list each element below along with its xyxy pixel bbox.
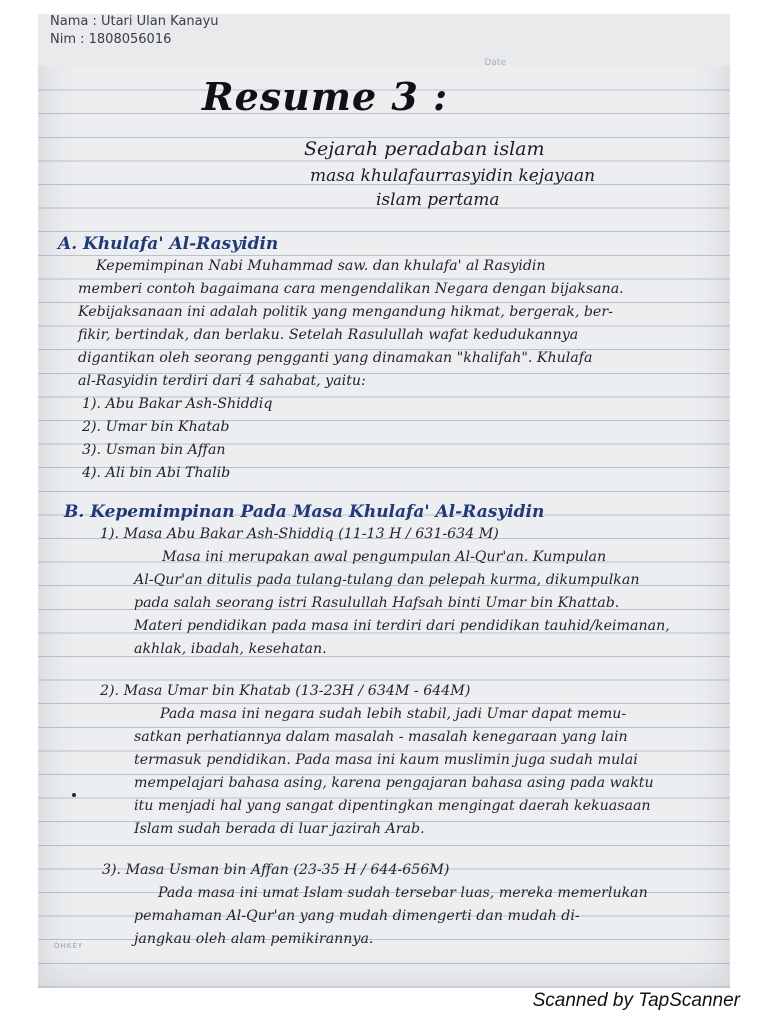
list-item: 2). Umar bin Khatab [82, 419, 230, 435]
subtitle-line: Sejarah peradaban islam [304, 138, 545, 160]
paragraph-line: Kepemimpinan Nabi Muhammad saw. dan khulafa' al Rasyidin [96, 258, 546, 274]
paragraph-line: mempelajari bahasa asing, karena pengajaran bahasa asing pada waktu [134, 775, 654, 791]
list-item: 4). Ali bin Abi Thalib [82, 465, 231, 481]
subtitle-line: islam pertama [376, 190, 500, 210]
scanner-watermark: Scanned by TapScanner [532, 990, 740, 1011]
subsection-title: 2). Masa Umar bin Khatab (13-23H / 634M - 644M) [100, 683, 471, 699]
paragraph-line: Al-Qur'an ditulis pada tulang-tulang dan pelepah kurma, dikumpulkan [134, 572, 640, 588]
paragraph-line: pemahaman Al-Qur'an yang mudah dimengerti dan mudah di- [134, 908, 580, 924]
notebook-page [38, 14, 730, 988]
section-a-heading: A. Khulafa' Al-Rasyidin [58, 234, 279, 254]
paragraph-line: Pada masa ini umat Islam sudah tersebar luas, mereka memerlukan [158, 885, 648, 901]
page-title: Resume 3 : [202, 74, 449, 119]
paragraph-line: fikir, bertindak, dan berlaku. Setelah Rasulullah wafat kedudukannya [78, 327, 579, 343]
paragraph-line: itu menjadi hal yang sangat dipentingkan mengingat daerah kekuasaan [134, 798, 651, 814]
paragraph-line: Masa ini merupakan awal pengumpulan Al-Qur'an. Kumpulan [162, 549, 607, 565]
section-b-heading: B. Kepemimpinan Pada Masa Khulafa' Al-Rasyidin [64, 502, 545, 522]
paragraph-line: Materi pendidikan pada masa ini terdiri dari pendidikan tauhid/keimanan, [134, 618, 670, 634]
student-name: Nama : Utari Ulan Kanayu [50, 14, 219, 29]
date-label: Date [484, 58, 506, 68]
paragraph-line: digantikan oleh seorang pengganti yang dinamakan "khalifah". Khulafa [78, 350, 593, 366]
paragraph-line: akhlak, ibadah, kesehatan. [134, 641, 327, 657]
paragraph-line: Pada masa ini negara sudah lebih stabil, jadi Umar dapat memu- [160, 706, 627, 722]
list-item: 1). Abu Bakar Ash-Shiddiq [82, 396, 273, 412]
paragraph-line: satkan perhatiannya dalam masalah - masalah kenegaraan yang lain [134, 729, 628, 745]
margin-dot [72, 793, 76, 797]
paragraph-line: pada salah seorang istri Rasulullah Hafsah binti Umar bin Khattab. [134, 595, 620, 611]
paragraph-line: termasuk pendidikan. Pada masa ini kaum muslimin juga sudah mulai [134, 752, 638, 768]
paragraph-line: Islam sudah berada di luar jazirah Arab. [134, 821, 425, 837]
list-item: 3). Usman bin Affan [82, 442, 226, 458]
paragraph-line: memberi contoh bagaimana cara mengendalikan Negara dengan bijaksana. [78, 281, 624, 297]
subtitle-line: masa khulafaurrasyidin kejayaan [310, 166, 596, 186]
paragraph-line: jangkau oleh alam pemikirannya. [134, 931, 374, 947]
paragraph-line: al-Rasyidin terdiri dari 4 sahabat, yaitu: [78, 373, 366, 389]
paper-brand-mark: OHKEY [54, 942, 84, 950]
student-id: Nim : 1808056016 [50, 32, 172, 47]
subsection-title: 3). Masa Usman bin Affan (23-35 H / 644-656M) [102, 862, 450, 878]
subsection-title: 1). Masa Abu Bakar Ash-Shiddiq (11-13 H / 631-634 M) [100, 526, 499, 542]
paragraph-line: Kebijaksanaan ini adalah politik yang mengandung hikmat, bergerak, ber- [78, 304, 613, 320]
